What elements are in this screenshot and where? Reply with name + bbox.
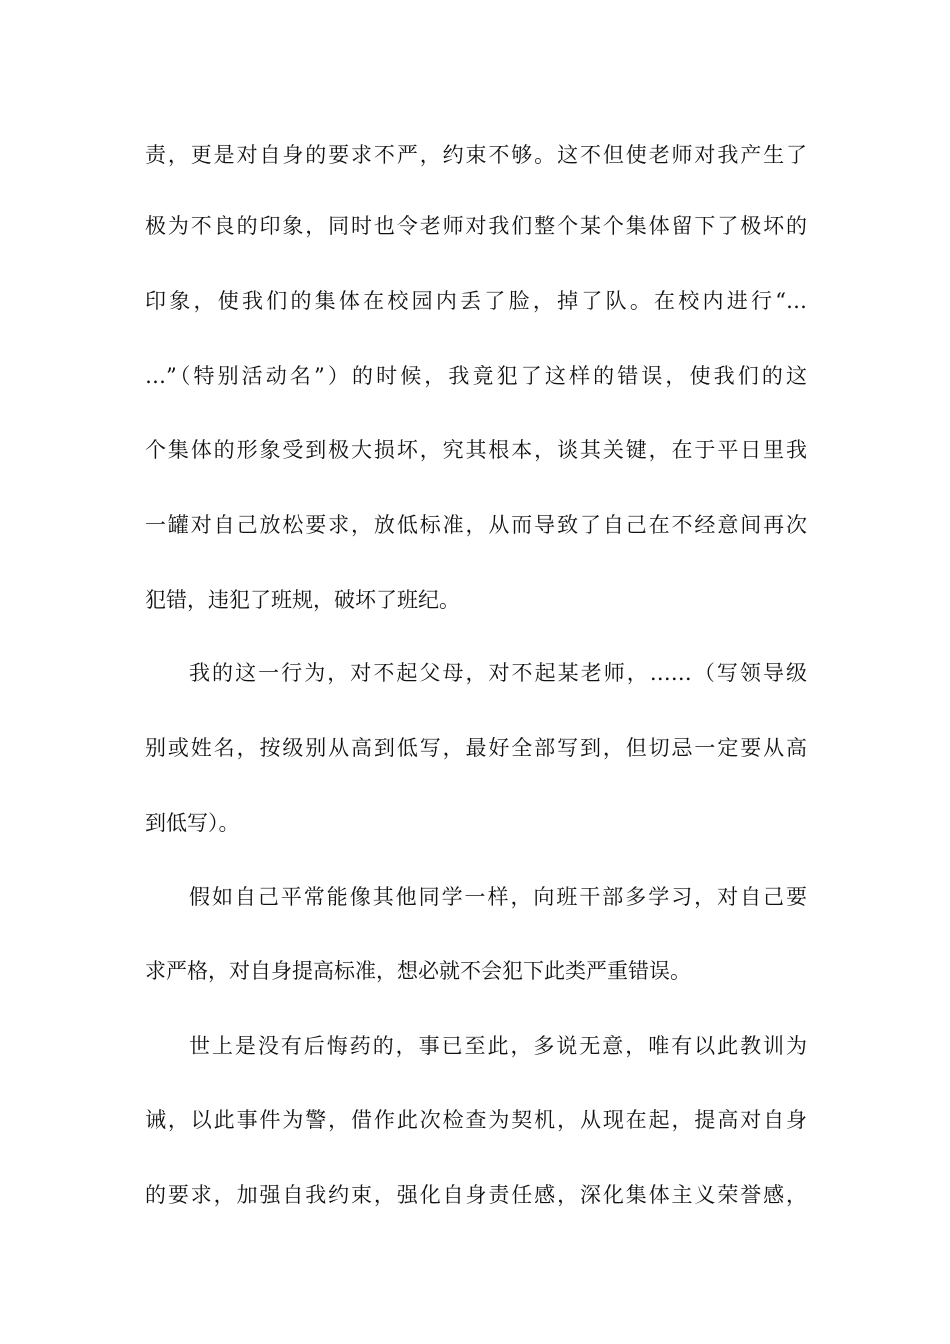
text-line-5: 个集体的形象受到极大损坏，究其根本，谈其关键，在于平日里我 (145, 438, 807, 462)
text-line-12: 求严格，对自身提高标准，想必就不会犯下此类严重错误。 (145, 959, 691, 983)
text-line-8: 我的这一行为，对不起父母，对不起某老师，……（写领导级 (189, 661, 807, 685)
text-line-10: 到低写）。 (145, 811, 240, 835)
text-line-1: 责，更是对自身的要求不严，约束不够。这不但使老师对我产生了 (145, 143, 807, 167)
text-line-4: …”（特别活动名”）的时候，我竟犯了这样的错误，使我们的这 (145, 364, 807, 388)
text-line-7: 犯错，违犯了班规，破坏了班纪。 (145, 588, 460, 612)
text-line-11: 假如自己平常能像其他同学一样，向班干部多学习，对自己要 (189, 885, 807, 909)
text-line-6: 一罐对自己放松要求，放低标准，从而导致了自己在不经意间再次 (145, 513, 807, 537)
text-line-15: 的要求，加强自我约束，强化自身责任感，深化集体主义荣誉感， (145, 1183, 807, 1207)
text-line-14: 诫，以此事件为警，借作此次检查为契机，从现在起，提高对自身 (145, 1108, 807, 1132)
text-line-3: 印象，使我们的集体在校园内丢了脸，掉了队。在校内进行“… (145, 289, 807, 313)
text-line-2: 极为不良的印象，同时也令老师对我们整个某个集体留下了极坏的 (145, 214, 807, 238)
text-line-9: 别或姓名，按级别从高到低写，最好全部写到，但切忌一定要从高 (145, 736, 807, 760)
text-line-13: 世上是没有后悔药的，事已至此，多说无意，唯有以此教训为 (189, 1034, 807, 1058)
